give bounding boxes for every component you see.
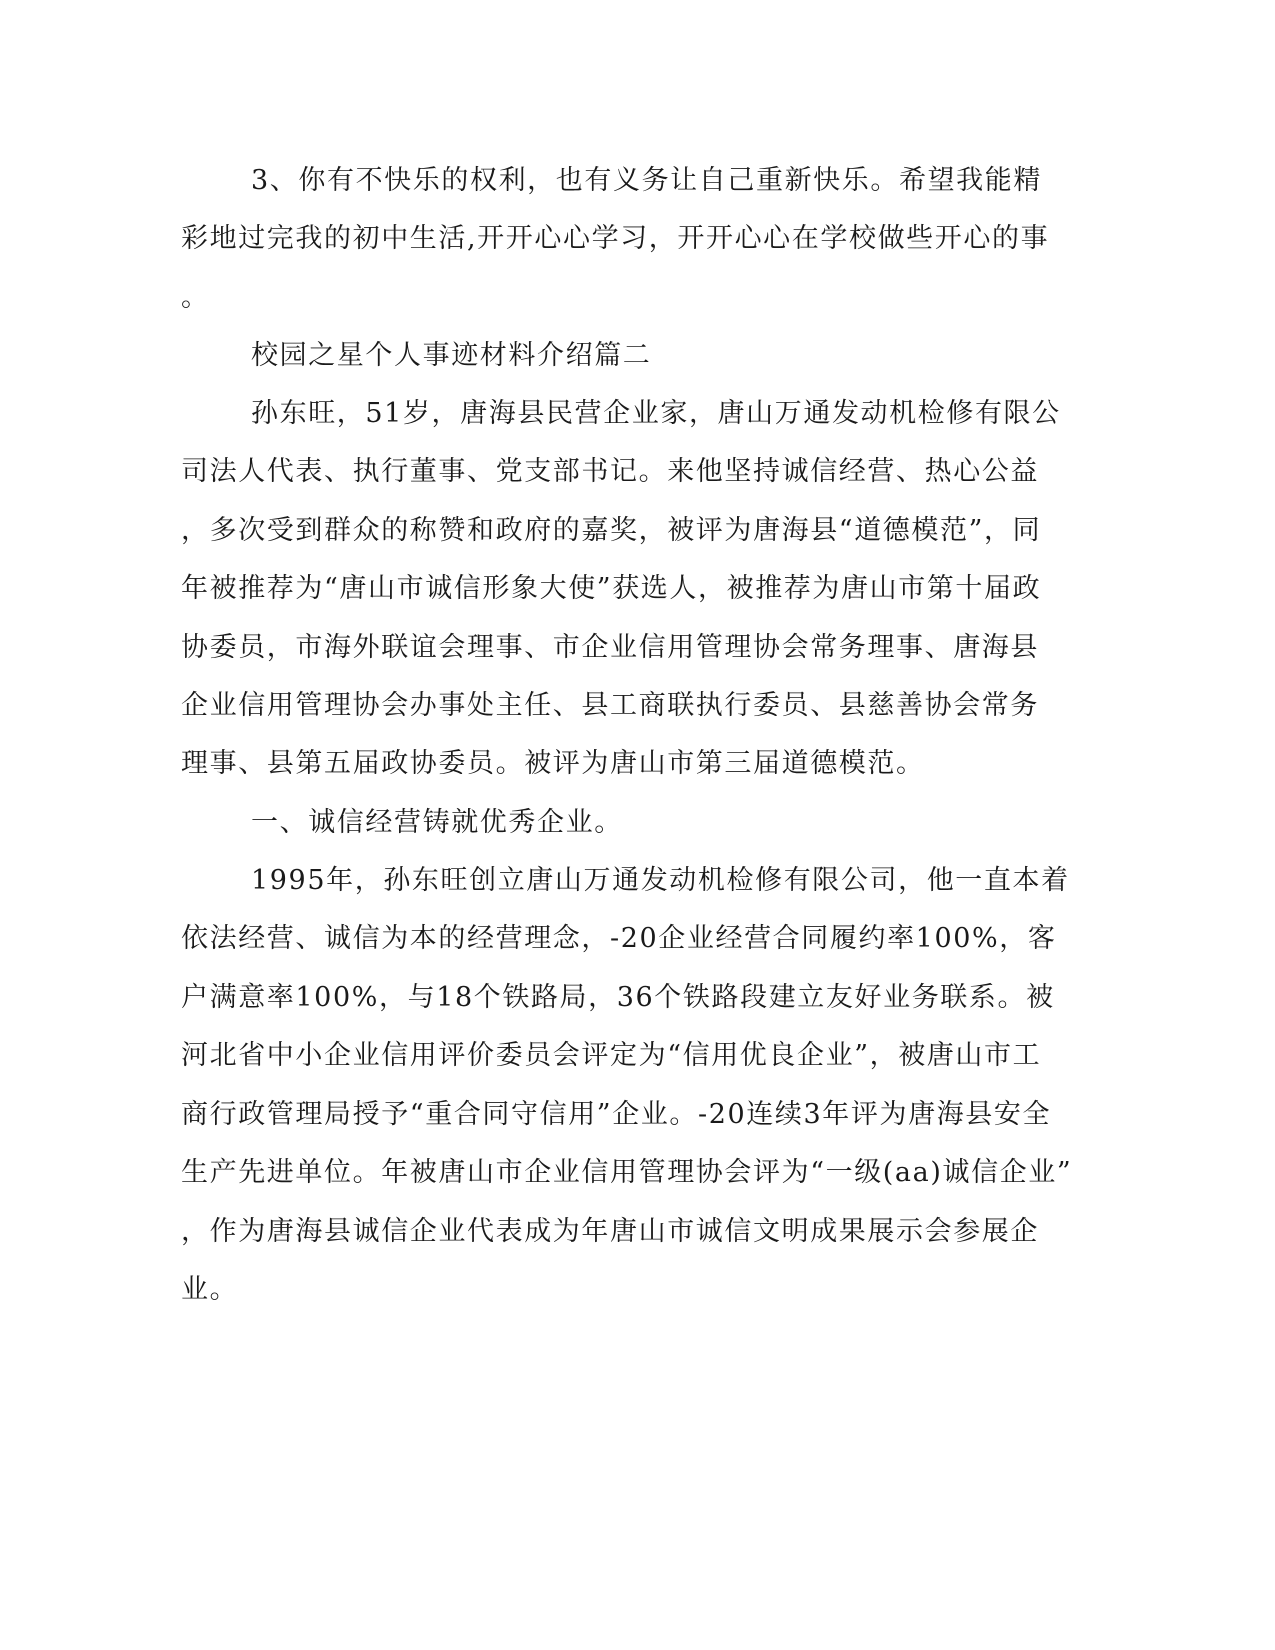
section-heading: 校园之星个人事迹材料介绍篇二 (251, 340, 652, 371)
text-line: 3、你有不快乐的权利，也有义务让自己重新快乐。希望我能精 (251, 165, 1042, 196)
text-line: 孙东旺，51岁，唐海县民营企业家，唐山万通发动机检修有限公 (251, 398, 1061, 429)
text-line: 1995年，孙东旺创立唐山万通发动机检修有限公司，他一直本着 (251, 865, 1070, 896)
text-line: 河北省中小企业信用评价委员会评定为“信用优良企业”，被唐山市工 (181, 1040, 1042, 1071)
subsection-heading: 一、诚信经营铸就优秀企业。 (251, 807, 623, 838)
text-line: 商行政管理局授予“重合同守信用”企业。-20连续3年评为唐海县安全 (181, 1099, 1052, 1130)
text-line: 彩地过完我的初中生活,开开心心学习，开开心心在学校做些开心的事 (181, 223, 1050, 254)
text-line: 生产先进单位。年被唐山市企业信用管理协会评为“一级(aa)诚信企业” (181, 1157, 1073, 1188)
text-line: 企业信用管理协会办事处主任、县工商联执行委员、县慈善协会常务 (181, 690, 1039, 721)
text-line: 协委员，市海外联谊会理事、市企业信用管理协会常务理事、唐海县 (181, 632, 1039, 663)
text-line: 年被推荐为“唐山市诚信形象大使”获选人，被推荐为唐山市第十届政 (181, 573, 1042, 604)
text-line: 依法经营、诚信为本的经营理念，-20企业经营合同履约率100%，客 (181, 923, 1057, 954)
text-line: ，多次受到群众的称赞和政府的嘉奖，被评为唐海县“道德模范”，同 (181, 515, 1042, 546)
text-line: 业。 (181, 1274, 239, 1305)
text-line: 户满意率100%，与18个铁路局，36个铁路段建立友好业务联系。被 (181, 982, 1055, 1013)
text-line: 司法人代表、执行董事、党支部书记。来他坚持诚信经营、热心公益 (181, 456, 1039, 487)
text-line: 。 (181, 282, 210, 313)
text-line: ，作为唐海县诚信企业代表成为年唐山市诚信文明成果展示会参展企 (181, 1216, 1039, 1247)
text-line: 理事、县第五届政协委员。被评为唐山市第三届道德模范。 (181, 748, 925, 779)
